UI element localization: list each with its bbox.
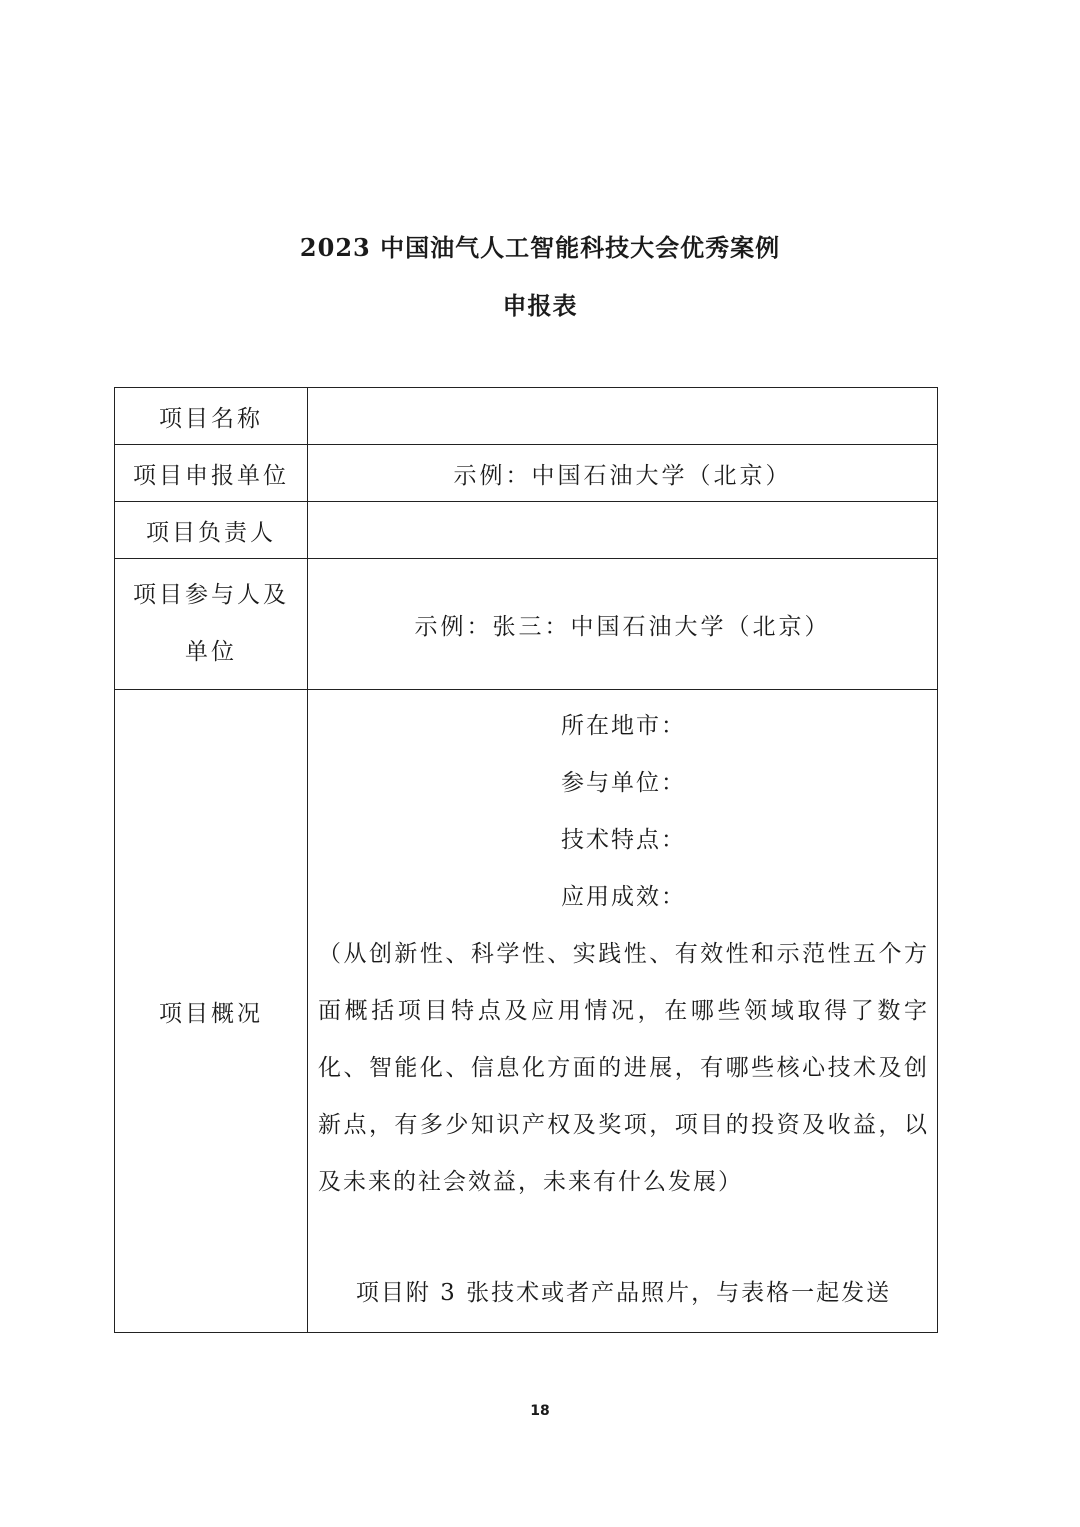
overview-value[interactable] [308, 690, 938, 1333]
overview-field-tech: 技术特点： [561, 827, 686, 853]
table-row [115, 502, 938, 559]
overview-label: 项目概况 [115, 690, 308, 1333]
page-number: 18 [530, 1403, 550, 1419]
table-row [115, 388, 938, 445]
participants-value[interactable]: 示例：张三：中国石油大学（北京） [308, 559, 938, 690]
document-subtitle: 申报表 [502, 291, 578, 320]
table-row [115, 690, 938, 1333]
applicant-unit-value[interactable]: 示例：中国石油大学（北京） [308, 445, 938, 502]
project-name-value[interactable] [308, 388, 938, 445]
overview-field-units: 参与单位： [561, 770, 686, 796]
overview-field-results: 应用成效： [561, 884, 686, 910]
applicant-unit-label: 项目申报单位 [115, 445, 308, 502]
project-name-label: 项目名称 [115, 388, 308, 445]
participants-label-line2: 单位 [185, 639, 237, 665]
overview-field-city: 所在地市： [561, 713, 686, 739]
document-title: 2023 中国油气人工智能科技大会优秀案例 [299, 233, 781, 262]
table-row [115, 559, 938, 690]
participants-label [115, 559, 308, 690]
project-lead-label: 项目负责人 [115, 502, 308, 559]
project-lead-value[interactable] [308, 502, 938, 559]
participants-label-line1: 项目参与人及 [133, 582, 289, 608]
overview-photo-note: 项目附 3 张技术或者产品照片，与表格一起发送 [355, 1280, 892, 1306]
table-row [115, 445, 938, 502]
application-form-table [114, 387, 938, 1333]
overview-description: （从创新性、科学性、实践性、有效性和示范性五个方面概括项目特点及应用情况，在哪些领域取得了数字化、智能化、信息化方面的进展，有哪些核心技术及创新点，有多少知识产权及奖项，项目的投资及收益，以及未来的社会效益，未来有什么发展） [318, 941, 929, 1195]
